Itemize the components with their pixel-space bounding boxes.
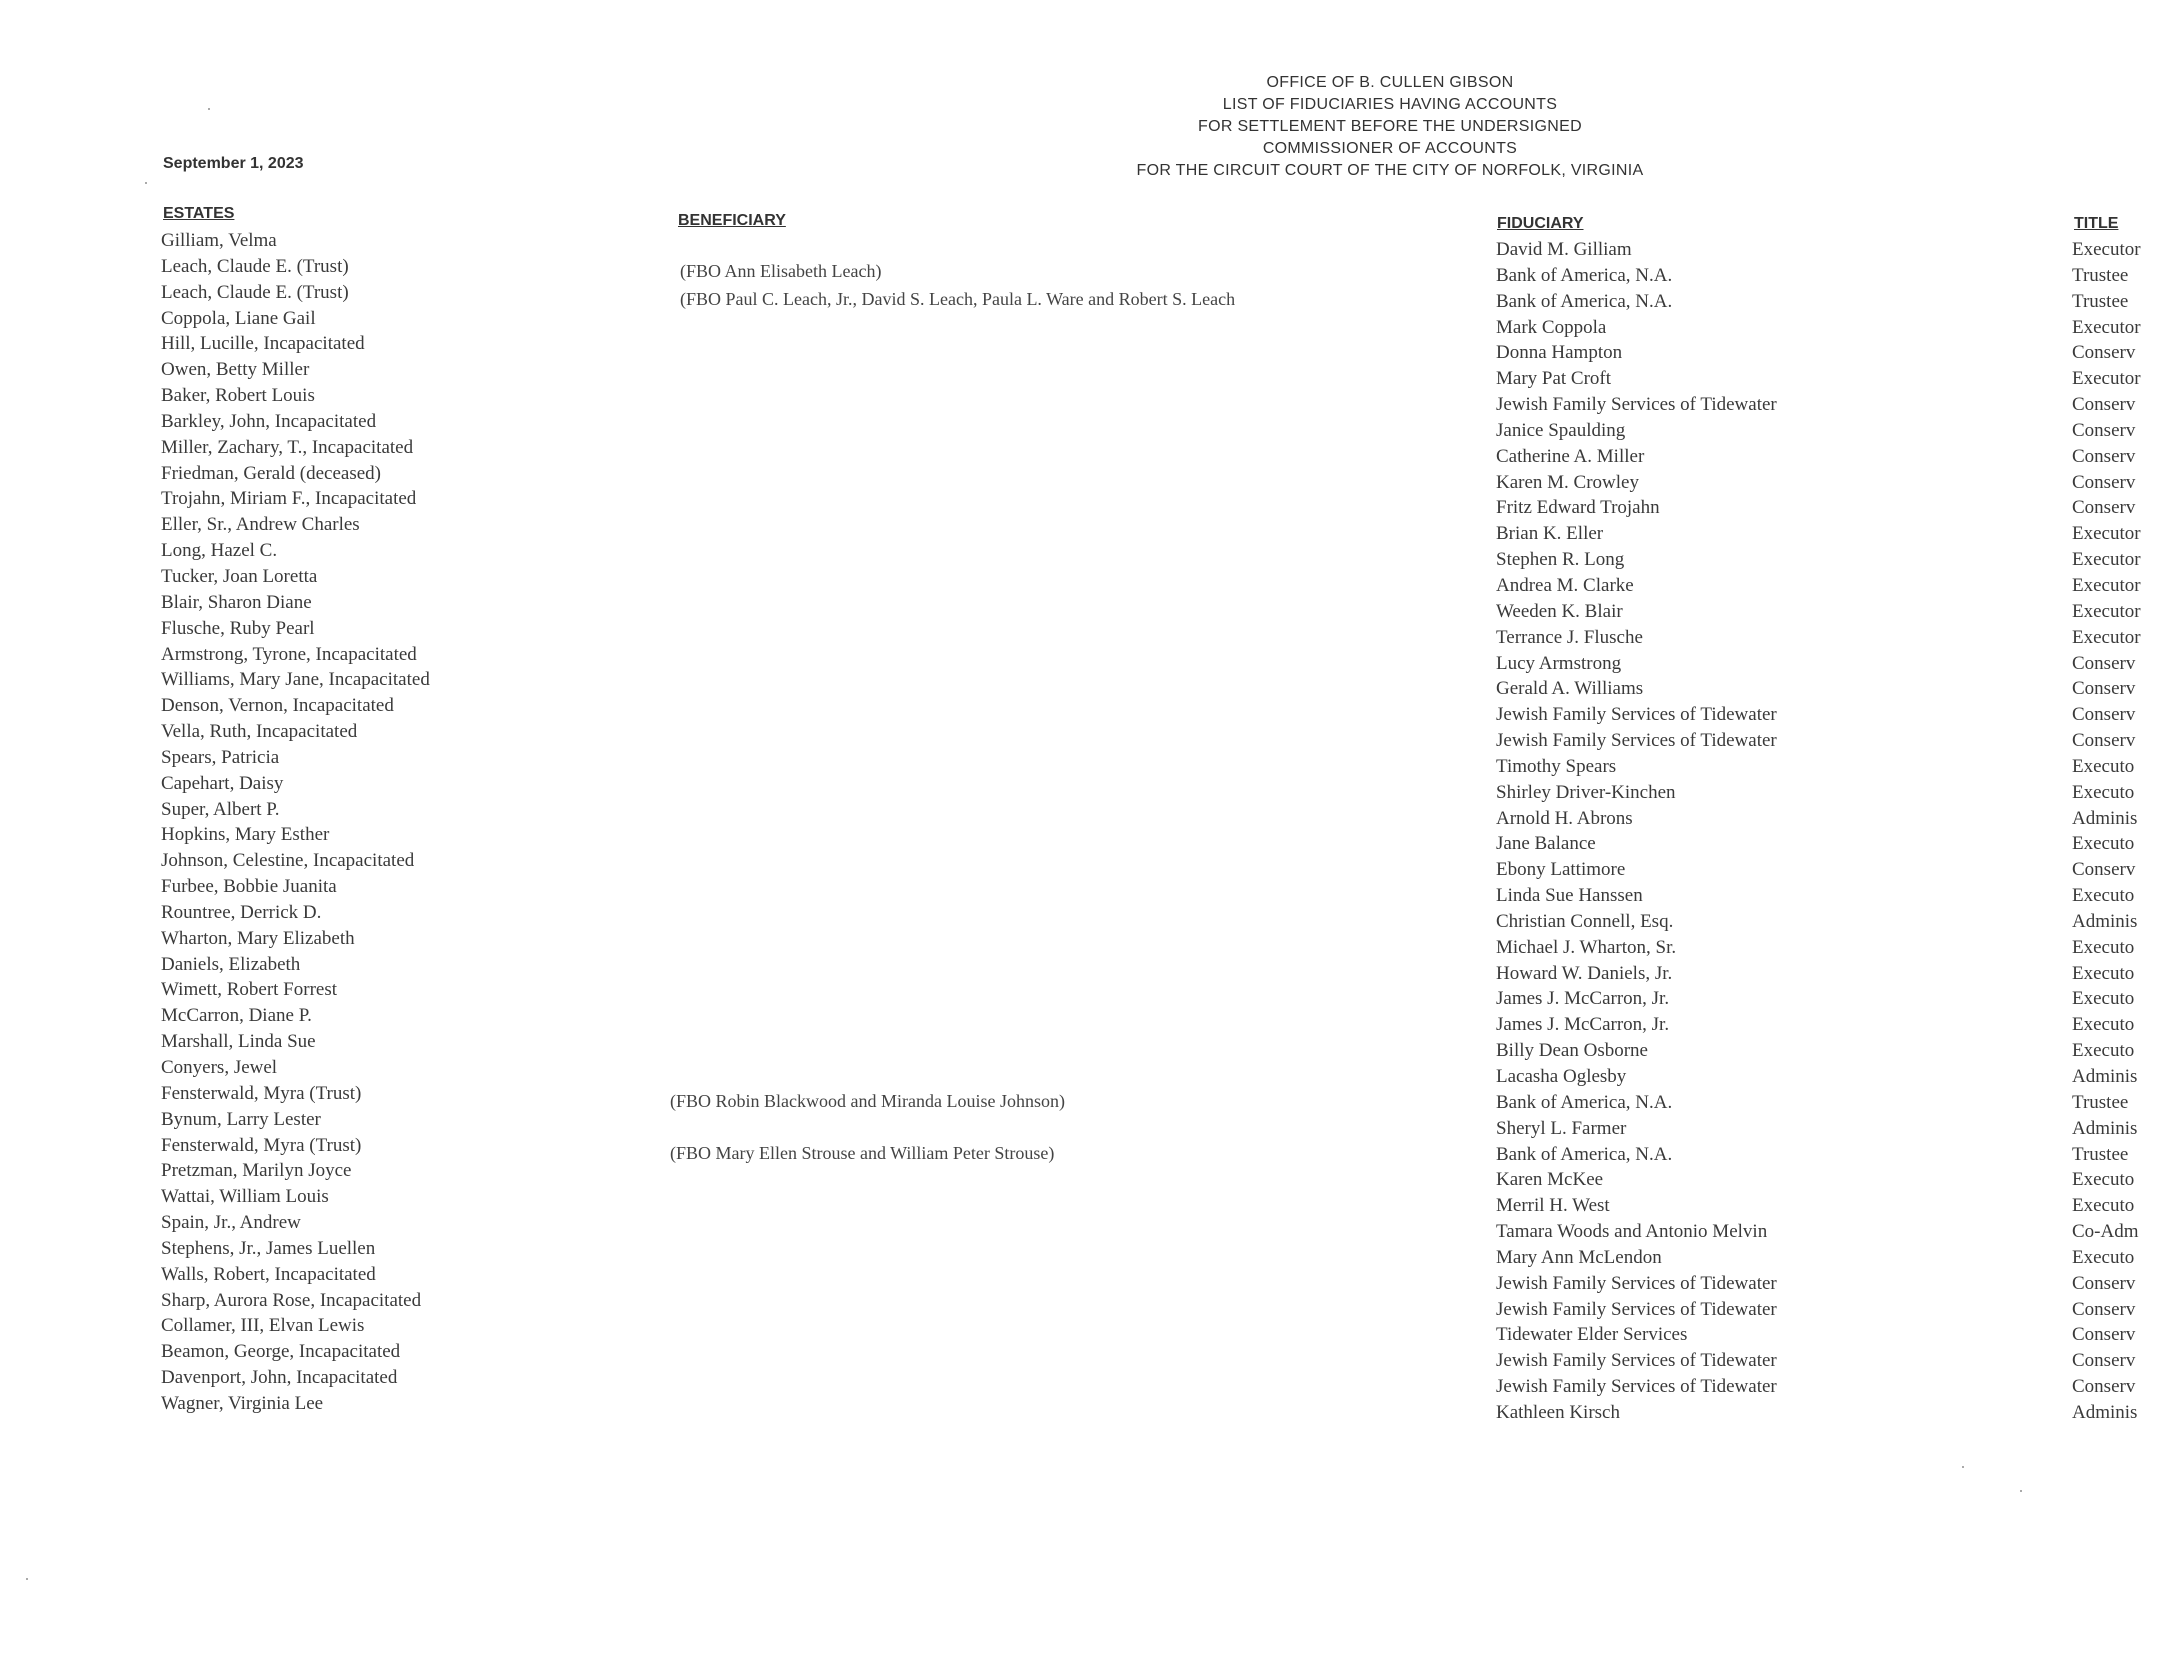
fiduciary-entry: Terrance J. Flusche — [1496, 626, 1643, 648]
fiduciary-entry: Weeden K. Blair — [1496, 600, 1623, 622]
fiduciary-entry: James J. McCarron, Jr. — [1496, 1014, 1670, 1036]
estate-entry: Walls, Robert, Incapacitated — [161, 1263, 376, 1285]
header-line: FOR SETTLEMENT BEFORE THE UNDERSIGNED — [1198, 118, 1582, 135]
estate-entry: Spears, Patricia — [161, 746, 280, 768]
title-entry: Executo — [2072, 936, 2135, 958]
title-entry: Conserv — [2072, 1298, 2136, 1320]
estate-entry: Super, Albert P. — [161, 798, 280, 820]
title-entry: Conserv — [2072, 1324, 2136, 1346]
title-entry: Conserv — [2072, 1272, 2136, 1294]
document-date: September 1, 2023 — [163, 155, 304, 172]
estate-entry: Beamon, George, Incapacitated — [161, 1341, 401, 1363]
title-entry: Executor — [2072, 239, 2141, 260]
title-entry: Executo — [2072, 1040, 2135, 1062]
fiduciary-entry: Timothy Spears — [1496, 755, 1617, 777]
title-entry: Conserv — [2072, 1350, 2136, 1372]
estates-heading: ESTATES — [163, 205, 235, 222]
fiduciary-entry: Donna Hampton — [1496, 342, 1623, 364]
title-entry: Adminis — [2072, 1066, 2138, 1087]
title-entry: Executor — [2072, 523, 2141, 545]
fiduciary-entry: Kathleen Kirsch — [1496, 1401, 1620, 1423]
title-entry: Co-Adm — [2072, 1221, 2139, 1243]
fiduciary-entry: Billy Dean Osborne — [1496, 1040, 1648, 1062]
document-header — [1030, 72, 1750, 182]
title-entry: Conserv — [2072, 394, 2136, 416]
title-entry: Conserv — [2072, 730, 2136, 752]
estate-entry: Trojahn, Miriam F., Incapacitated — [161, 488, 417, 510]
fiduciary-entry: Stephen R. Long — [1496, 549, 1625, 571]
title-entry: Adminis — [2072, 910, 2138, 932]
estate-entry: Tucker, Joan Loretta — [161, 565, 318, 587]
estate-entry: Armstrong, Tyrone, Incapacitated — [161, 643, 417, 665]
fiduciary-entry: Karen M. Crowley — [1496, 471, 1639, 493]
fiduciary-entry: Sheryl L. Farmer — [1496, 1117, 1627, 1139]
estate-entry: Marshall, Linda Sue — [161, 1031, 316, 1053]
fiduciary-entry: Bank of America, N.A. — [1496, 264, 1673, 286]
fiduciary-entry: Mark Coppola — [1496, 316, 1607, 338]
estate-entry: Flusche, Ruby Pearl — [161, 617, 315, 639]
fiduciary-entry: Bank of America, N.A. — [1496, 1091, 1673, 1113]
estate-entry: Friedman, Gerald (deceased) — [161, 462, 381, 484]
beneficiary-heading: BENEFICIARY — [678, 212, 786, 229]
estate-entry: Furbee, Bobbie Juanita — [161, 876, 337, 898]
title-entry: Executo — [2072, 1169, 2135, 1191]
title-entry: Executor — [2072, 549, 2141, 571]
estate-entry: Hopkins, Mary Esther — [161, 824, 330, 846]
title-entry: Trustee — [2072, 1143, 2129, 1165]
scan-speck — [2020, 1490, 2022, 1492]
fiduciary-entry: Brian K. Eller — [1496, 523, 1604, 545]
title-entry: Executor — [2072, 574, 2141, 596]
title-heading: TITLE — [2074, 215, 2119, 232]
estate-entry: Daniels, Elizabeth — [161, 953, 301, 975]
fiduciary-entry: Fritz Edward Trojahn — [1496, 497, 1660, 519]
estate-entry: Fensterwald, Myra (Trust) — [161, 1134, 362, 1156]
title-entry: Adminis — [2072, 1401, 2138, 1423]
scan-speck — [26, 1578, 28, 1580]
estate-entry: Wattai, William Louis — [161, 1186, 329, 1208]
scan-speck — [1962, 1466, 1964, 1468]
fiduciary-entry: Mary Ann McLendon — [1496, 1246, 1662, 1268]
estate-entry: Wagner, Virginia Lee — [161, 1392, 324, 1414]
estate-entry: Capehart, Daisy — [161, 772, 284, 794]
title-entry: Conserv — [2072, 342, 2136, 364]
title-entry: Trustee — [2072, 264, 2129, 286]
scan-speck — [208, 108, 210, 110]
scan-speck — [145, 182, 147, 184]
estate-entry: Sharp, Aurora Rose, Incapacitated — [161, 1289, 422, 1311]
estate-entry: Davenport, John, Incapacitated — [161, 1367, 398, 1389]
estate-entry: Spain, Jr., Andrew — [161, 1212, 301, 1234]
fiduciary-entry: Michael J. Wharton, Sr. — [1496, 936, 1677, 958]
estate-entry: Eller, Sr., Andrew Charles — [161, 514, 360, 536]
fiduciary-entry: Lucy Armstrong — [1496, 652, 1622, 674]
fiduciary-entry: Howard W. Daniels, Jr. — [1496, 962, 1673, 984]
title-entry: Executo — [2072, 1195, 2135, 1217]
fiduciary-entry: Andrea M. Clarke — [1496, 574, 1634, 596]
title-entry: Executor — [2072, 316, 2141, 338]
title-entry: Conserv — [2072, 419, 2136, 441]
estate-entry: Wharton, Mary Elizabeth — [161, 927, 355, 949]
estate-entry: Leach, Claude E. (Trust) — [161, 281, 349, 303]
title-entry: Trustee — [2072, 1091, 2129, 1113]
estate-entry: Williams, Mary Jane, Incapacitated — [161, 669, 430, 691]
title-entry: Executo — [2072, 833, 2135, 855]
title-entry: Executo — [2072, 1014, 2135, 1036]
estate-entry: Collamer, III, Elvan Lewis — [161, 1315, 365, 1337]
estate-entry: Barkley, John, Incapacitated — [161, 410, 377, 432]
fiduciary-entry: Jewish Family Services of Tidewater — [1496, 1272, 1777, 1294]
header-line: LIST OF FIDUCIARIES HAVING ACCOUNTS — [1222, 96, 1558, 113]
title-entry: Executo — [2072, 781, 2135, 803]
estate-entry: Bynum, Larry Lester — [161, 1108, 321, 1130]
title-entry: Executor — [2072, 600, 2141, 622]
estates-list — [161, 228, 430, 1417]
beneficiary-entry: (FBO Ann Elisabeth Leach) — [680, 261, 882, 281]
estate-entry: Hill, Lucille, Incapacitated — [161, 333, 365, 355]
fiduciary-entry: Bank of America, N.A. — [1496, 1143, 1673, 1165]
title-entry: Executo — [2072, 962, 2135, 984]
fiduciary-entry: Jewish Family Services of Tidewater — [1496, 704, 1777, 726]
estate-entry: Conyers, Jewel — [161, 1057, 278, 1078]
title-entry: Conserv — [2072, 1376, 2136, 1398]
estate-entry: Johnson, Celestine, Incapacitated — [161, 850, 415, 872]
fiduciary-entry: Jane Balance — [1496, 833, 1596, 855]
title-entry: Executor — [2072, 626, 2141, 648]
beneficiary-entry: (FBO Paul C. Leach, Jr., David S. Leach, Paula L. Ware and Robert S. Leach — [680, 289, 1236, 309]
estate-entry: Leach, Claude E. (Trust) — [161, 255, 349, 277]
estate-entry: Denson, Vernon, Incapacitated — [161, 695, 394, 717]
title-entry: Executo — [2072, 1246, 2135, 1268]
fiduciary-entry: Catherine A. Miller — [1496, 445, 1645, 467]
estate-entry: McCarron, Diane P. — [161, 1005, 312, 1027]
beneficiary-entry: (FBO Robin Blackwood and Miranda Louise Johnson) — [670, 1091, 1065, 1111]
title-entry: Adminis — [2072, 1117, 2138, 1139]
fiduciary-list — [1496, 237, 1777, 1426]
estate-entry: Long, Hazel C. — [161, 540, 278, 562]
header-line: FOR THE CIRCUIT COURT OF THE CITY OF NORFOLK, VIRGINIA — [1136, 162, 1644, 179]
title-entry: Adminis — [2072, 807, 2138, 829]
estate-entry: Wimett, Robert Forrest — [161, 979, 338, 1001]
fiduciary-heading: FIDUCIARY — [1497, 215, 1584, 232]
fiduciary-entry: Mary Pat Croft — [1496, 368, 1612, 390]
title-entry: Conserv — [2072, 652, 2136, 674]
title-entry: Executor — [2072, 368, 2141, 390]
fiduciary-entry: Karen McKee — [1496, 1169, 1604, 1191]
fiduciary-entry: David M. Gilliam — [1496, 239, 1632, 260]
fiduciary-entry: Merril H. West — [1496, 1195, 1610, 1217]
estate-entry: Baker, Robert Louis — [161, 385, 315, 407]
estate-entry: Coppola, Liane Gail — [161, 307, 316, 329]
header-line: COMMISSIONER OF ACCOUNTS — [1262, 140, 1518, 157]
fiduciary-entry: Jewish Family Services of Tidewater — [1496, 1298, 1777, 1320]
fiduciary-entry: Arnold H. Abrons — [1496, 807, 1633, 829]
estate-entry: Stephens, Jr., James Luellen — [161, 1237, 376, 1259]
fiduciary-entry: Lacasha Oglesby — [1496, 1066, 1627, 1087]
estate-entry: Miller, Zachary, T., Incapacitated — [161, 436, 414, 458]
beneficiary-entry: (FBO Mary Ellen Strouse and William Peter Strouse) — [670, 1143, 1055, 1163]
header-line: OFFICE OF B. CULLEN GIBSON — [1266, 74, 1514, 91]
fiduciary-entry: Ebony Lattimore — [1496, 859, 1626, 881]
title-entry: Conserv — [2072, 678, 2136, 700]
title-entry: Executo — [2072, 988, 2135, 1010]
fiduciary-entry: Janice Spaulding — [1496, 419, 1626, 441]
title-entry: Executo — [2072, 755, 2135, 777]
fiduciary-entry: Christian Connell, Esq. — [1496, 910, 1674, 932]
estate-entry: Fensterwald, Myra (Trust) — [161, 1082, 362, 1104]
fiduciary-entry: Tidewater Elder Services — [1496, 1324, 1688, 1346]
fiduciary-entry: Gerald A. Williams — [1496, 678, 1644, 700]
fiduciary-entry: Shirley Driver-Kinchen — [1496, 781, 1676, 803]
title-entry: Conserv — [2072, 497, 2136, 519]
title-entry: Conserv — [2072, 859, 2136, 881]
title-entry: Conserv — [2072, 704, 2136, 726]
fiduciary-entry: Tamara Woods and Antonio Melvin — [1496, 1221, 1768, 1243]
estate-entry: Rountree, Derrick D. — [161, 901, 322, 923]
estate-entry: Blair, Sharon Diane — [161, 591, 312, 613]
fiduciary-entry: Linda Sue Hanssen — [1496, 885, 1643, 907]
estate-entry: Vella, Ruth, Incapacitated — [161, 721, 358, 743]
title-entry: Executo — [2072, 885, 2135, 907]
estate-entry: Gilliam, Velma — [161, 230, 277, 251]
fiduciary-entry: Jewish Family Services of Tidewater — [1496, 394, 1777, 416]
fiduciary-entry: Bank of America, N.A. — [1496, 290, 1673, 312]
fiduciary-entry: Jewish Family Services of Tidewater — [1496, 1376, 1777, 1398]
fiduciary-entry: James J. McCarron, Jr. — [1496, 988, 1670, 1010]
estate-entry: Pretzman, Marilyn Joyce — [161, 1160, 352, 1182]
fiduciary-entry: Jewish Family Services of Tidewater — [1496, 730, 1777, 752]
title-entry: Conserv — [2072, 445, 2136, 467]
fiduciary-entry: Jewish Family Services of Tidewater — [1496, 1350, 1777, 1372]
title-entry: Trustee — [2072, 290, 2129, 312]
title-entry: Conserv — [2072, 471, 2136, 493]
title-list — [2072, 237, 2142, 1426]
estate-entry: Owen, Betty Miller — [161, 359, 310, 381]
